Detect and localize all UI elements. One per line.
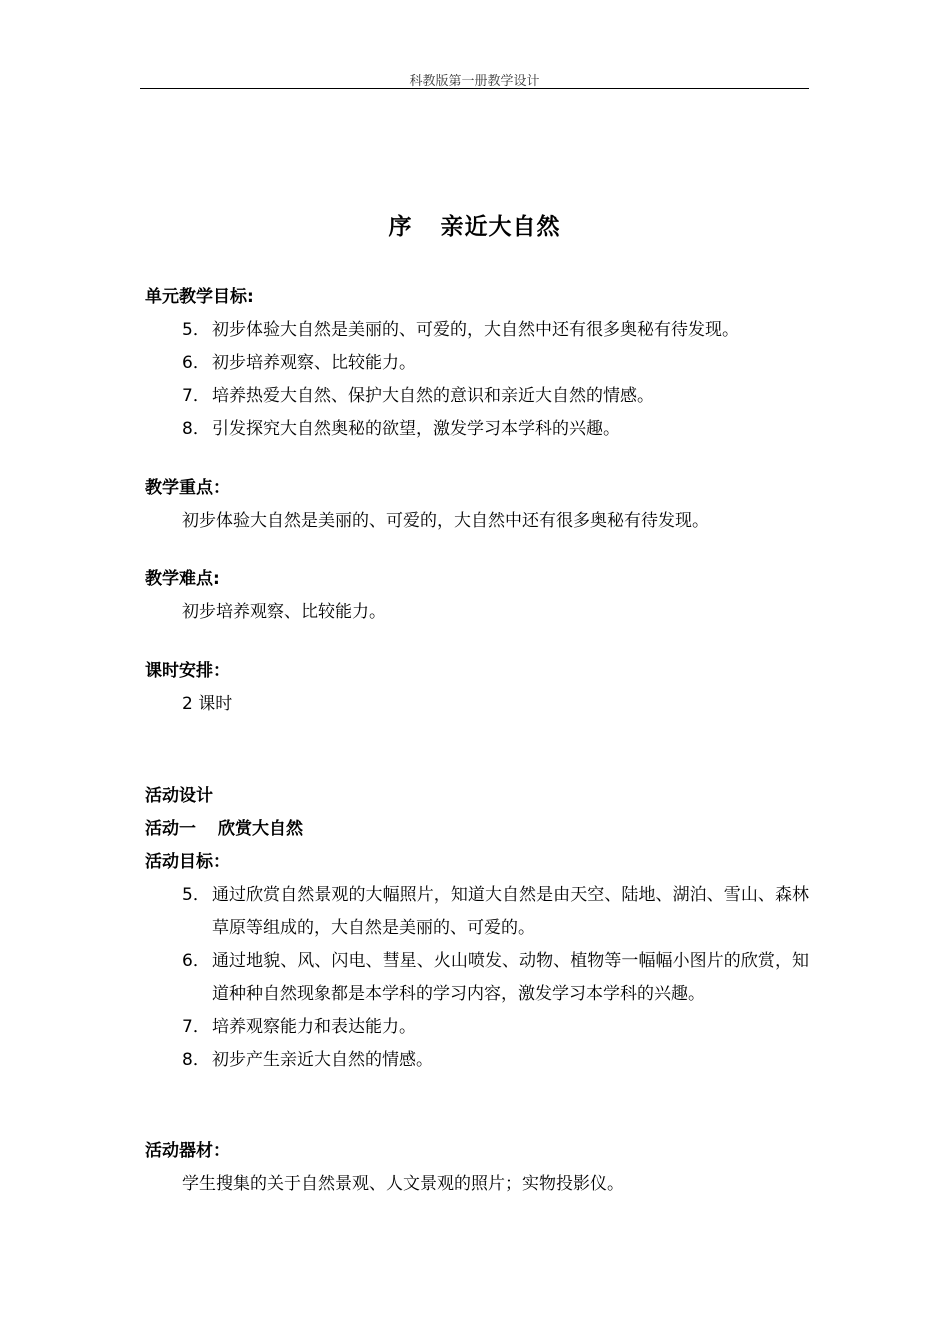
- activity-goal-item: [145, 879, 809, 945]
- unit-goal-item: [145, 347, 809, 380]
- activity-design-section: [145, 780, 809, 1077]
- item-number: 8．: [182, 419, 210, 439]
- materials-text: 学生搜集的关于自然景观、人文景观的照片；实物投影仪。: [182, 1174, 624, 1194]
- activity-goal-item: [145, 1044, 809, 1077]
- page-title: [140, 208, 809, 241]
- item-text: 初步产生亲近大自然的情感。: [212, 1050, 433, 1070]
- item-number: 6．: [182, 353, 210, 373]
- activity-goal-item: [145, 1011, 809, 1044]
- activity-goal-item: [145, 945, 809, 1011]
- title-prefix: 序: [388, 214, 413, 240]
- unit-goals-heading: 单元教学目标:: [145, 287, 254, 307]
- key-points-section: [145, 472, 809, 538]
- schedule-text: 2 课时: [182, 694, 233, 714]
- item-text: 培养热爱大自然、保护大自然的意识和亲近大自然的情感。: [212, 386, 654, 406]
- schedule-heading: 课时安排：: [145, 661, 230, 681]
- difficulties-heading: 教学难点:: [145, 569, 220, 589]
- item-text: 培养观察能力和表达能力。: [212, 1017, 416, 1037]
- running-header: 科教版第一册教学设计: [409, 74, 540, 89]
- materials-section: [145, 1135, 809, 1201]
- unit-goal-item: [145, 380, 809, 413]
- activity-title: [145, 813, 809, 846]
- item-text: 初步培养观察、比较能力。: [212, 353, 416, 373]
- activity-title-main: 欣赏大自然: [218, 819, 303, 839]
- difficulties-text: 初步培养观察、比较能力。: [182, 602, 386, 622]
- item-number: 5．: [182, 885, 210, 905]
- key-points-text: 初步体验大自然是美丽的、可爱的，大自然中还有很多奥秘有待发现。: [182, 511, 709, 531]
- item-number: 8．: [182, 1050, 210, 1070]
- difficulties-section: [145, 563, 809, 629]
- unit-goal-item: [145, 314, 809, 347]
- item-text: 通过欣赏自然景观的大幅照片，知道大自然是由天空、陆地、湖泊、雪山、森林草原等组成的，大自然是美丽的、可爱的。: [212, 885, 809, 938]
- activity-design-heading: 活动设计: [145, 786, 213, 806]
- key-points-heading: 教学重点：: [145, 478, 230, 498]
- unit-goals-section: [145, 281, 809, 446]
- schedule-section: [145, 655, 809, 721]
- item-number: 6．: [182, 951, 210, 971]
- item-number: 5．: [182, 320, 210, 340]
- title-main: 亲近大自然: [440, 214, 561, 240]
- item-text: 引发探究大自然奥秘的欲望，激发学习本学科的兴趣。: [212, 419, 620, 439]
- item-number: 7．: [182, 1017, 210, 1037]
- header-rule: [140, 88, 809, 89]
- item-text: 通过地貌、风、闪电、彗星、火山喷发、动物、植物等一幅幅小图片的欣赏，知道种种自然现象都是本学科的学习内容，激发学习本学科的兴趣。: [212, 951, 809, 1004]
- item-text: 初步体验大自然是美丽的、可爱的，大自然中还有很多奥秘有待发现。: [212, 320, 739, 340]
- materials-heading: 活动器材：: [145, 1141, 230, 1161]
- activity-title-prefix: 活动一: [145, 819, 196, 839]
- activity-goals-heading: 活动目标：: [145, 852, 230, 872]
- item-number: 7．: [182, 386, 210, 406]
- unit-goal-item: [145, 413, 809, 446]
